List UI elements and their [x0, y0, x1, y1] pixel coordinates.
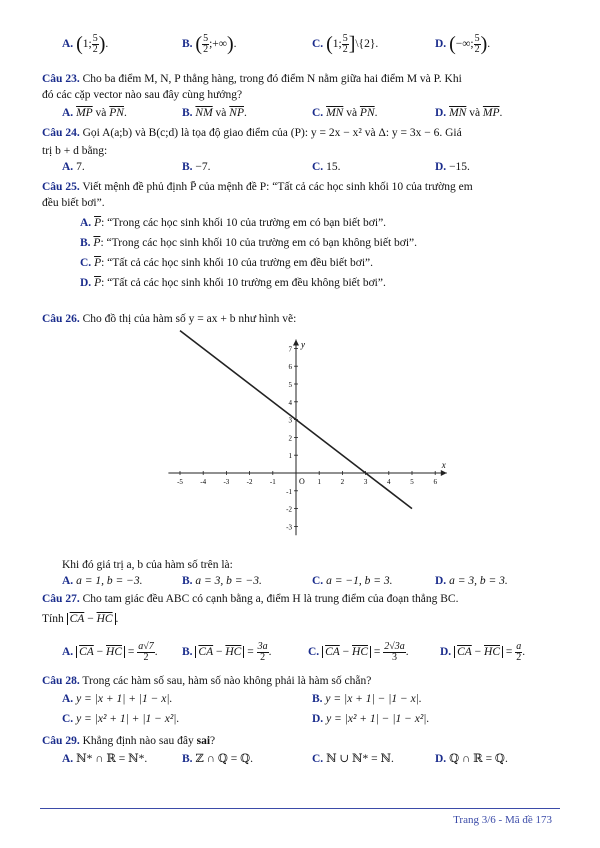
x-tick-label: 2 — [340, 478, 345, 486]
q24-option-c: C. 15. — [312, 161, 341, 173]
q24-stem-cont: trị b + d bằng: — [42, 145, 108, 157]
x-tick-label: -4 — [200, 478, 207, 486]
q25-option-b: B. $\overline{P}$: “Trong các học sinh khối 10 của trường em có bạn không biết bơi”. — [80, 237, 418, 249]
y-tick-label: 5 — [288, 381, 292, 389]
x-tick-label: -2 — [246, 478, 253, 486]
x-axis-arrow — [441, 470, 447, 476]
q27-stem-cont: Tính $\overline{CA} - \overline{HC}$ . — [42, 613, 119, 625]
y-tick-label: 6 — [288, 363, 292, 372]
q29-option-d: D. ℚ ∩ ℝ = ℚ. — [435, 753, 508, 765]
q29-stem: Câu 29. Khẳng định nào sau đây sai? — [42, 735, 216, 747]
q29-option-c: C. ℕ ∪ ℕ* = ℕ. — [312, 753, 394, 765]
q28-stem: Câu 28. Trong các hàm số sau, hàm số nào không phải là hàm số chẵn? — [42, 675, 372, 687]
y-tick-label: 3 — [288, 416, 292, 425]
q26-stem: Câu 26. Cho đồ thị của hàm số y = ax + b như hình vẽ: — [42, 313, 297, 325]
q29-option-b: B. ℤ ∩ ℚ = ℚ. — [182, 753, 254, 765]
q27-option-c: C. $\overline{CA} - \overline{HC}$ = $\frac{2√3a}{3}$ . — [308, 641, 409, 663]
q27-option-b: B. $\overline{CA} - \overline{HC}$ = $\frac{3a}{2}$ . — [182, 641, 272, 663]
q28-option-b: B. y = |x + 1| − |1 − x|. — [312, 693, 422, 705]
y-tick-label: 2 — [288, 434, 292, 443]
q23-option-a: A. $\overline{MP}$ và $\overline{PN}$. — [62, 107, 127, 119]
q28-option-c: C. y = |x² + 1| + |1 − x²|. — [62, 713, 180, 725]
y-axis-arrow — [293, 340, 299, 346]
q24-option-d: D. −15. — [435, 161, 470, 173]
q24-option-a: A. 7. — [62, 161, 85, 173]
q22-option-a: A. (1; $\frac{5}{2}$ ). — [62, 33, 109, 55]
q29-option-a: A. ℕ* ∩ ℝ = ℕ*. — [62, 753, 148, 765]
q25-option-d: D. $\overline{P}$: “Tất cả các học sinh khối 10 trường em đều không biết bơi”. — [80, 277, 386, 289]
q26-option-b: B. a = 3, b = −3. — [182, 575, 262, 587]
q28-option-d: D. y = |x² + 1| − |1 − x²|. — [312, 713, 430, 725]
x-tick-label: -3 — [223, 478, 230, 486]
q28-option-a: A. y = |x + 1| + |1 − x|. — [62, 693, 173, 705]
footer-divider — [40, 808, 560, 809]
x-tick-label: 5 — [410, 478, 414, 486]
y-tick-label: -3 — [286, 523, 292, 532]
x-tick-label: -5 — [177, 478, 183, 486]
y-tick-label: 7 — [288, 345, 292, 354]
q27-stem: Câu 27. Cho tam giác đều ABC có cạnh bằng a, điểm H là trung điểm của đoạn thẳng BC. — [42, 593, 459, 605]
x-tick-label: -1 — [269, 478, 276, 486]
origin-label: O — [299, 477, 305, 486]
q26-option-d: D. a = 3, b = 3. — [435, 575, 508, 587]
q25-stem: Câu 25. Viết mệnh đề phủ định P̄ của mệnh đề P: “Tất cả các học sinh khối 10 của trường em — [42, 181, 473, 193]
x-tick-label: 1 — [317, 478, 321, 486]
q22-option-c: C. (1; $\frac{5}{2}$ ]\{2}. — [312, 33, 379, 55]
q22-option-d: D. (−∞; $\frac{5}{2}$ ). — [435, 33, 491, 55]
q24-option-b: B. −7. — [182, 161, 211, 173]
y-tick-label: -2 — [286, 505, 292, 514]
q24-stem: Câu 24. Gọi A(a;b) và B(c;d) là tọa độ giao điểm của (P): y = 2x − x² và Δ: y = 3x − 6. Giá — [42, 127, 462, 139]
x-tick-label: 4 — [387, 478, 391, 486]
q25-option-c: C. $\overline{P}$: “Tất cả các học sinh khối 10 của trường em đều biết bơi”. — [80, 257, 374, 269]
q26-option-a: A. a = 1, b = −3. — [62, 575, 143, 587]
x-tick-label: 3 — [363, 478, 368, 486]
q25-option-a: A. $\overline{P}$: “Trong các học sinh khối 10 của trường em có bạn biết bơi”. — [80, 217, 387, 229]
q22-option-b: B. ( $\frac{5}{2}$ ;+∞). — [182, 33, 237, 55]
q23-option-d: D. $\overline{MN}$ và $\overline{MP}$. — [435, 107, 503, 119]
q23-stem-cont: đó các cặp vector nào sau đây cùng hướng? — [42, 89, 243, 101]
q27-option-d: D. $\overline{CA} - \overline{HC}$ = $\frac{a}{2}$ . — [440, 641, 526, 663]
y-tick-label: 1 — [288, 452, 292, 461]
q26-followup: Khi đó giá trị a, b của hàm số trên là: — [62, 559, 233, 571]
y-tick-label: 4 — [288, 398, 292, 407]
y-axis-label: y — [301, 339, 305, 350]
x-axis-label: x — [441, 460, 446, 470]
q25-stem-cont: đều biết bơi”. — [42, 197, 105, 209]
linear-function-graph — [168, 328, 450, 554]
q23-stem: Câu 23. Cho ba điểm M, N, P thẳng hàng, trong đó điểm N nằm giữa hai điểm M và P. Khi — [42, 73, 462, 85]
page-footer: Trang 3/6 - Mã đề 173 — [453, 814, 552, 826]
q23-option-b: B. $\overline{NM}$ và $\overline{NP}$. — [182, 107, 247, 119]
q27-option-a: A. $\overline{CA} - \overline{HC}$ = $\frac{a√7}{2}$ . — [62, 641, 158, 663]
x-tick-label: 6 — [433, 478, 437, 486]
q23-option-c: C. $\overline{MN}$ và $\overline{PN}$. — [312, 107, 378, 119]
q26-option-c: C. a = −1, b = 3. — [312, 575, 393, 587]
y-tick-label: -1 — [286, 487, 292, 496]
